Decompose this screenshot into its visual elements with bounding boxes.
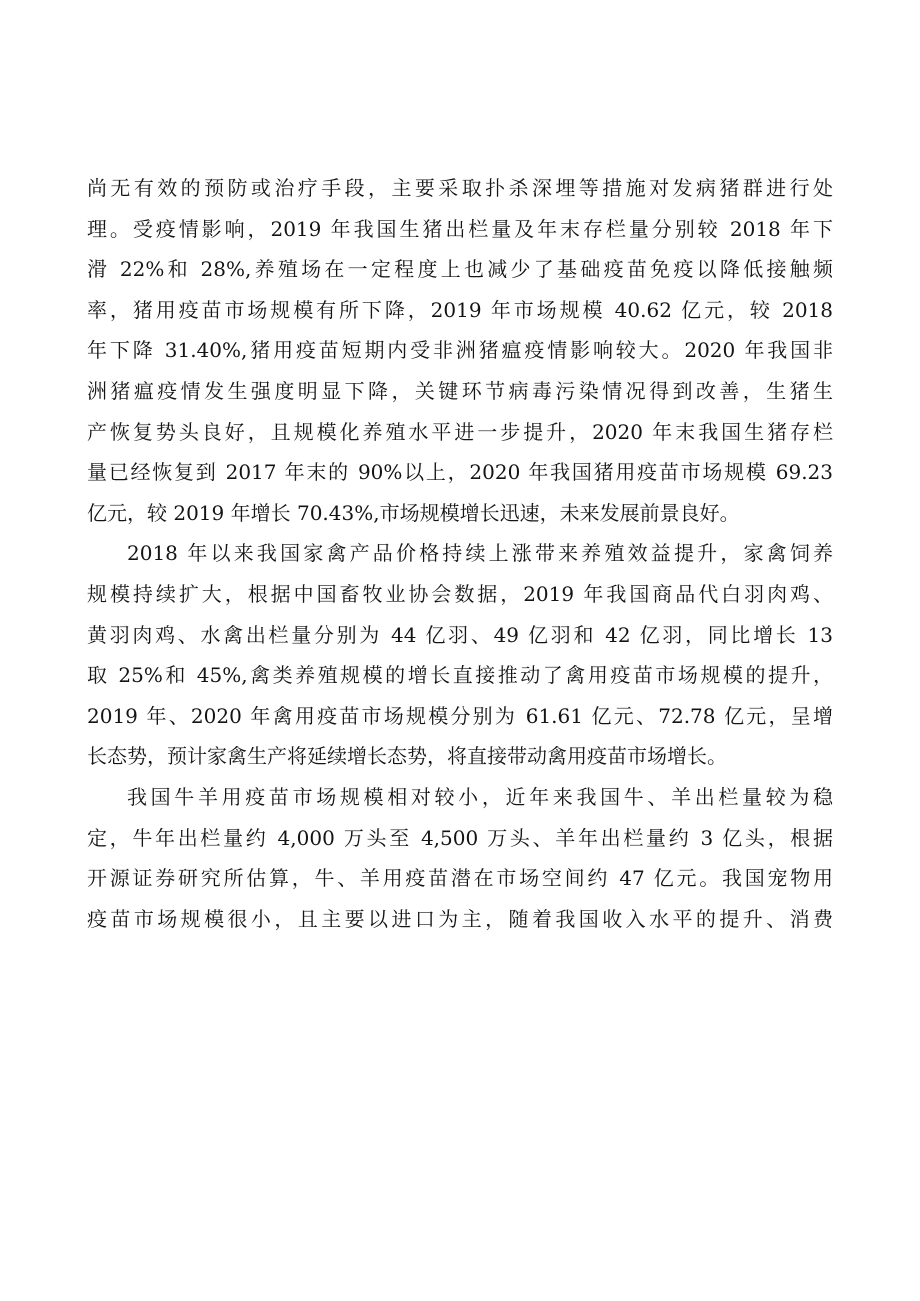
text-line: 率，猪用疫苗市场规模有所下降，2019 年市场规模 40.62 亿元，较 2018 [87, 297, 833, 322]
text-line: 产恢复势头良好，且规模化养殖水平进一步提升，2020 年末我国生猪存栏 [87, 419, 833, 444]
text-line: 规模持续扩大，根据中国畜牧业协会数据，2019 年我国商品代白羽肉鸡、 [87, 581, 833, 606]
text-line: 我国牛羊用疫苗市场规模相对较小，近年来我国牛、羊出栏量较为稳 [127, 784, 833, 809]
document-body [87, 168, 833, 939]
text-line: 亿元，较 2019 年增长 70.43%,市场规模增长迅速，未来发展前景良好。 [87, 500, 740, 525]
text-line: 理。受疫情影响，2019 年我国生猪出栏量及年末存栏量分别较 2018 年下 [87, 216, 833, 241]
paragraph-pig-vaccine-market [87, 168, 833, 533]
text-line: 长态势，预计家禽生产将延续增长态势，将直接带动禽用疫苗市场增长。 [87, 744, 727, 769]
text-line: 定，牛年出栏量约 4,000 万头至 4,500 万头、羊年出栏量约 3 亿头，根据 [87, 825, 833, 850]
text-line: 2019 年、2020 年禽用疫苗市场规模分别为 61.61 亿元、72.78 亿元，呈增 [87, 703, 833, 728]
text-line: 黄羽肉鸡、水禽出栏量分别为 44 亿羽、49 亿羽和 42 亿羽，同比增长 13 [87, 622, 833, 647]
paragraph-poultry-vaccine-market [87, 533, 833, 777]
text-line: 取 25%和 45%,禽类养殖规模的增长直接推动了禽用疫苗市场规模的提升， [87, 663, 833, 688]
text-line: 量已经恢复到 2017 年末的 90%以上，2020 年我国猪用疫苗市场规模 69.23 [87, 460, 833, 485]
text-line: 2018 年以来我国家禽产品价格持续上涨带来养殖效益提升，家禽饲养 [127, 541, 833, 566]
paragraph-cattle-sheep-vaccine-market [87, 777, 833, 939]
text-line: 开源证券研究所估算，牛、羊用疫苗潜在市场空间约 47 亿元。我国宠物用 [87, 866, 833, 891]
text-line: 洲猪瘟疫情发生强度明显下降，关键环节病毒污染情况得到改善，生猪生 [87, 378, 833, 403]
text-line: 尚无有效的预防或治疗手段，主要采取扑杀深埋等措施对发病猪群进行处 [87, 176, 833, 200]
text-line: 年下降 31.40%,猪用疫苗短期内受非洲猪瘟疫情影响较大。2020 年我国非 [87, 338, 833, 363]
text-line: 滑 22%和 28%,养殖场在一定程度上也减少了基础疫苗免疫以降低接触频 [87, 257, 833, 282]
text-line: 疫苗市场规模很小，且主要以进口为主，随着我国收入水平的提升、消费 [87, 906, 833, 931]
